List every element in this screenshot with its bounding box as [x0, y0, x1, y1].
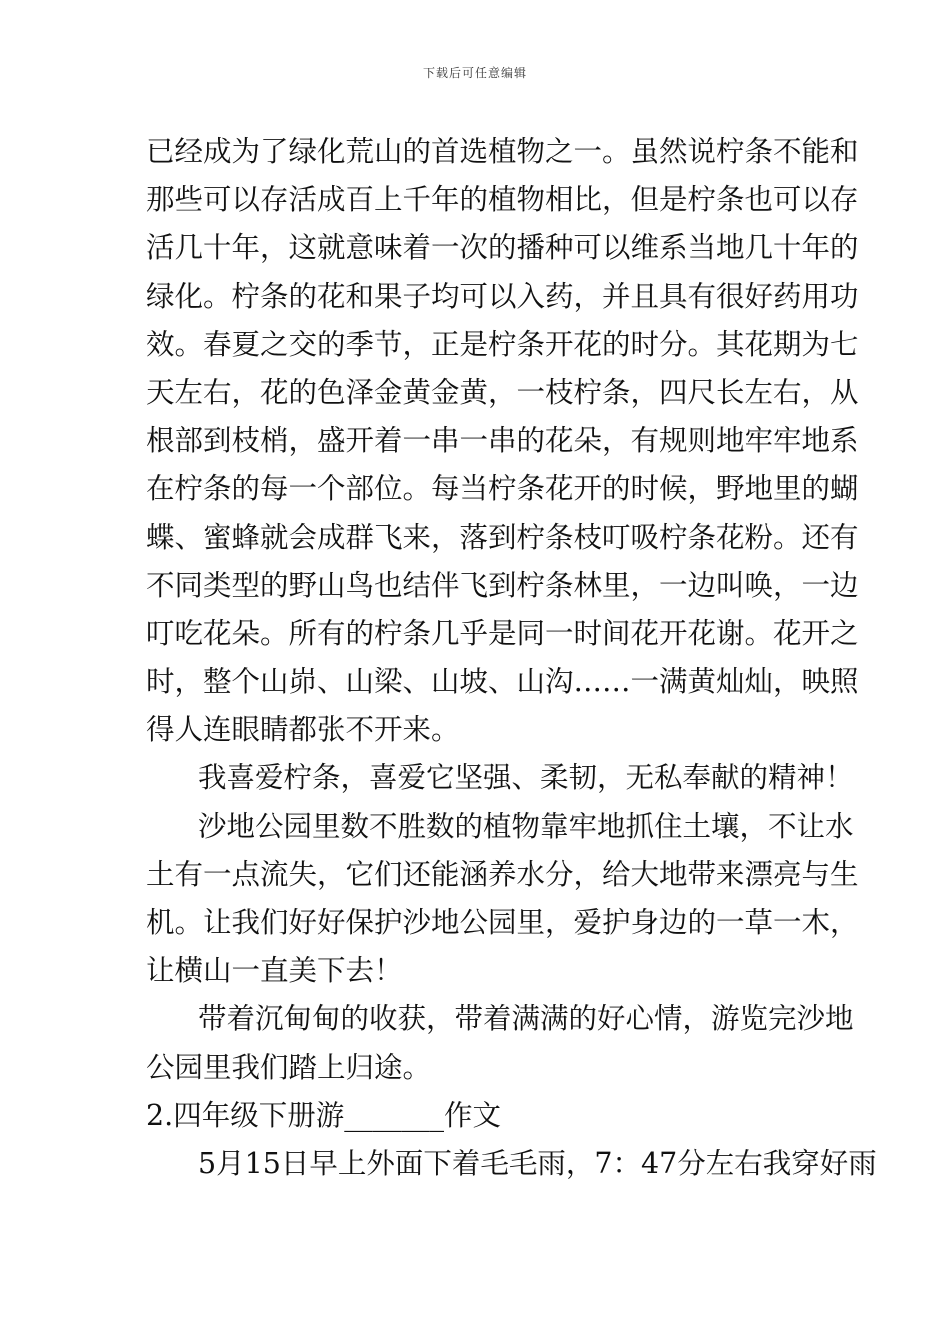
text-line: 绿化。柠条的花和果子均可以入药，并且具有很好药用功: [146, 279, 859, 313]
text-line: 已经成为了绿化荒山的首选植物之一。虽然说柠条不能和: [146, 135, 859, 168]
paragraph-first-line: 我喜爱柠条，喜爱它坚强、柔韧，无私奉献的精神！: [198, 761, 854, 795]
paragraph-first-line: 沙地公园里数不胜数的植物靠牢地抓住土壤，不让水: [198, 809, 854, 843]
page-header: 下载后可任意编辑: [422, 66, 527, 80]
text-line: 时，整个山峁、山梁、山坡、山沟……一满黄灿灿，映照: [146, 665, 859, 699]
body-text: [146, 128, 877, 1188]
text-line: 叮吃花朵。所有的柠条几乎是同一时间花开花谢。花开之: [146, 616, 859, 650]
text-line: 土有一点流失，它们还能涵养水分，给大地带来漂亮与生: [146, 857, 859, 891]
text-line: 机。让我们好好保护沙地公园里，爱护身边的一草一木，: [146, 906, 859, 939]
text-line: 让横山一直美下去！: [146, 954, 403, 988]
text-line: 不同类型的野山鸟也结伴飞到柠条林里，一边叫唤，一边: [146, 568, 859, 602]
text-line: 公园里我们踏上归途。: [146, 1050, 432, 1084]
text-line: 效。春夏之交的季节，正是柠条开花的时分。其花期为七: [146, 327, 859, 361]
section-heading: 2.四年级下册游_______作文: [146, 1098, 501, 1132]
text-line: 那些可以存活成百上千年的植物相比，但是柠条也可以存: [146, 183, 859, 217]
text-line: 在柠条的每一个部位。每当柠条花开的时候，野地里的蝴: [146, 472, 859, 506]
paragraph-first-line: 5月15日早上外面下着毛毛雨，7：47分左右我穿好雨: [198, 1146, 877, 1180]
text-line: 根部到枝梢，盛开着一串一串的花朵，有规则地牢牢地系: [146, 424, 859, 458]
text-line: 活几十年，这就意味着一次的播种可以维系当地几十年的: [146, 231, 859, 265]
paragraph-first-line: 带着沉甸甸的收获，带着满满的好心情，游览完沙地: [198, 1002, 854, 1036]
text-line: 蝶、蜜蜂就会成群飞来，落到柠条枝叮吸柠条花粉。还有: [146, 520, 859, 554]
text-line: 天左右，花的色泽金黄金黄，一枝柠条，四尺长左右，从: [146, 375, 859, 409]
text-line: 得人连眼睛都张不开来。: [146, 713, 460, 747]
